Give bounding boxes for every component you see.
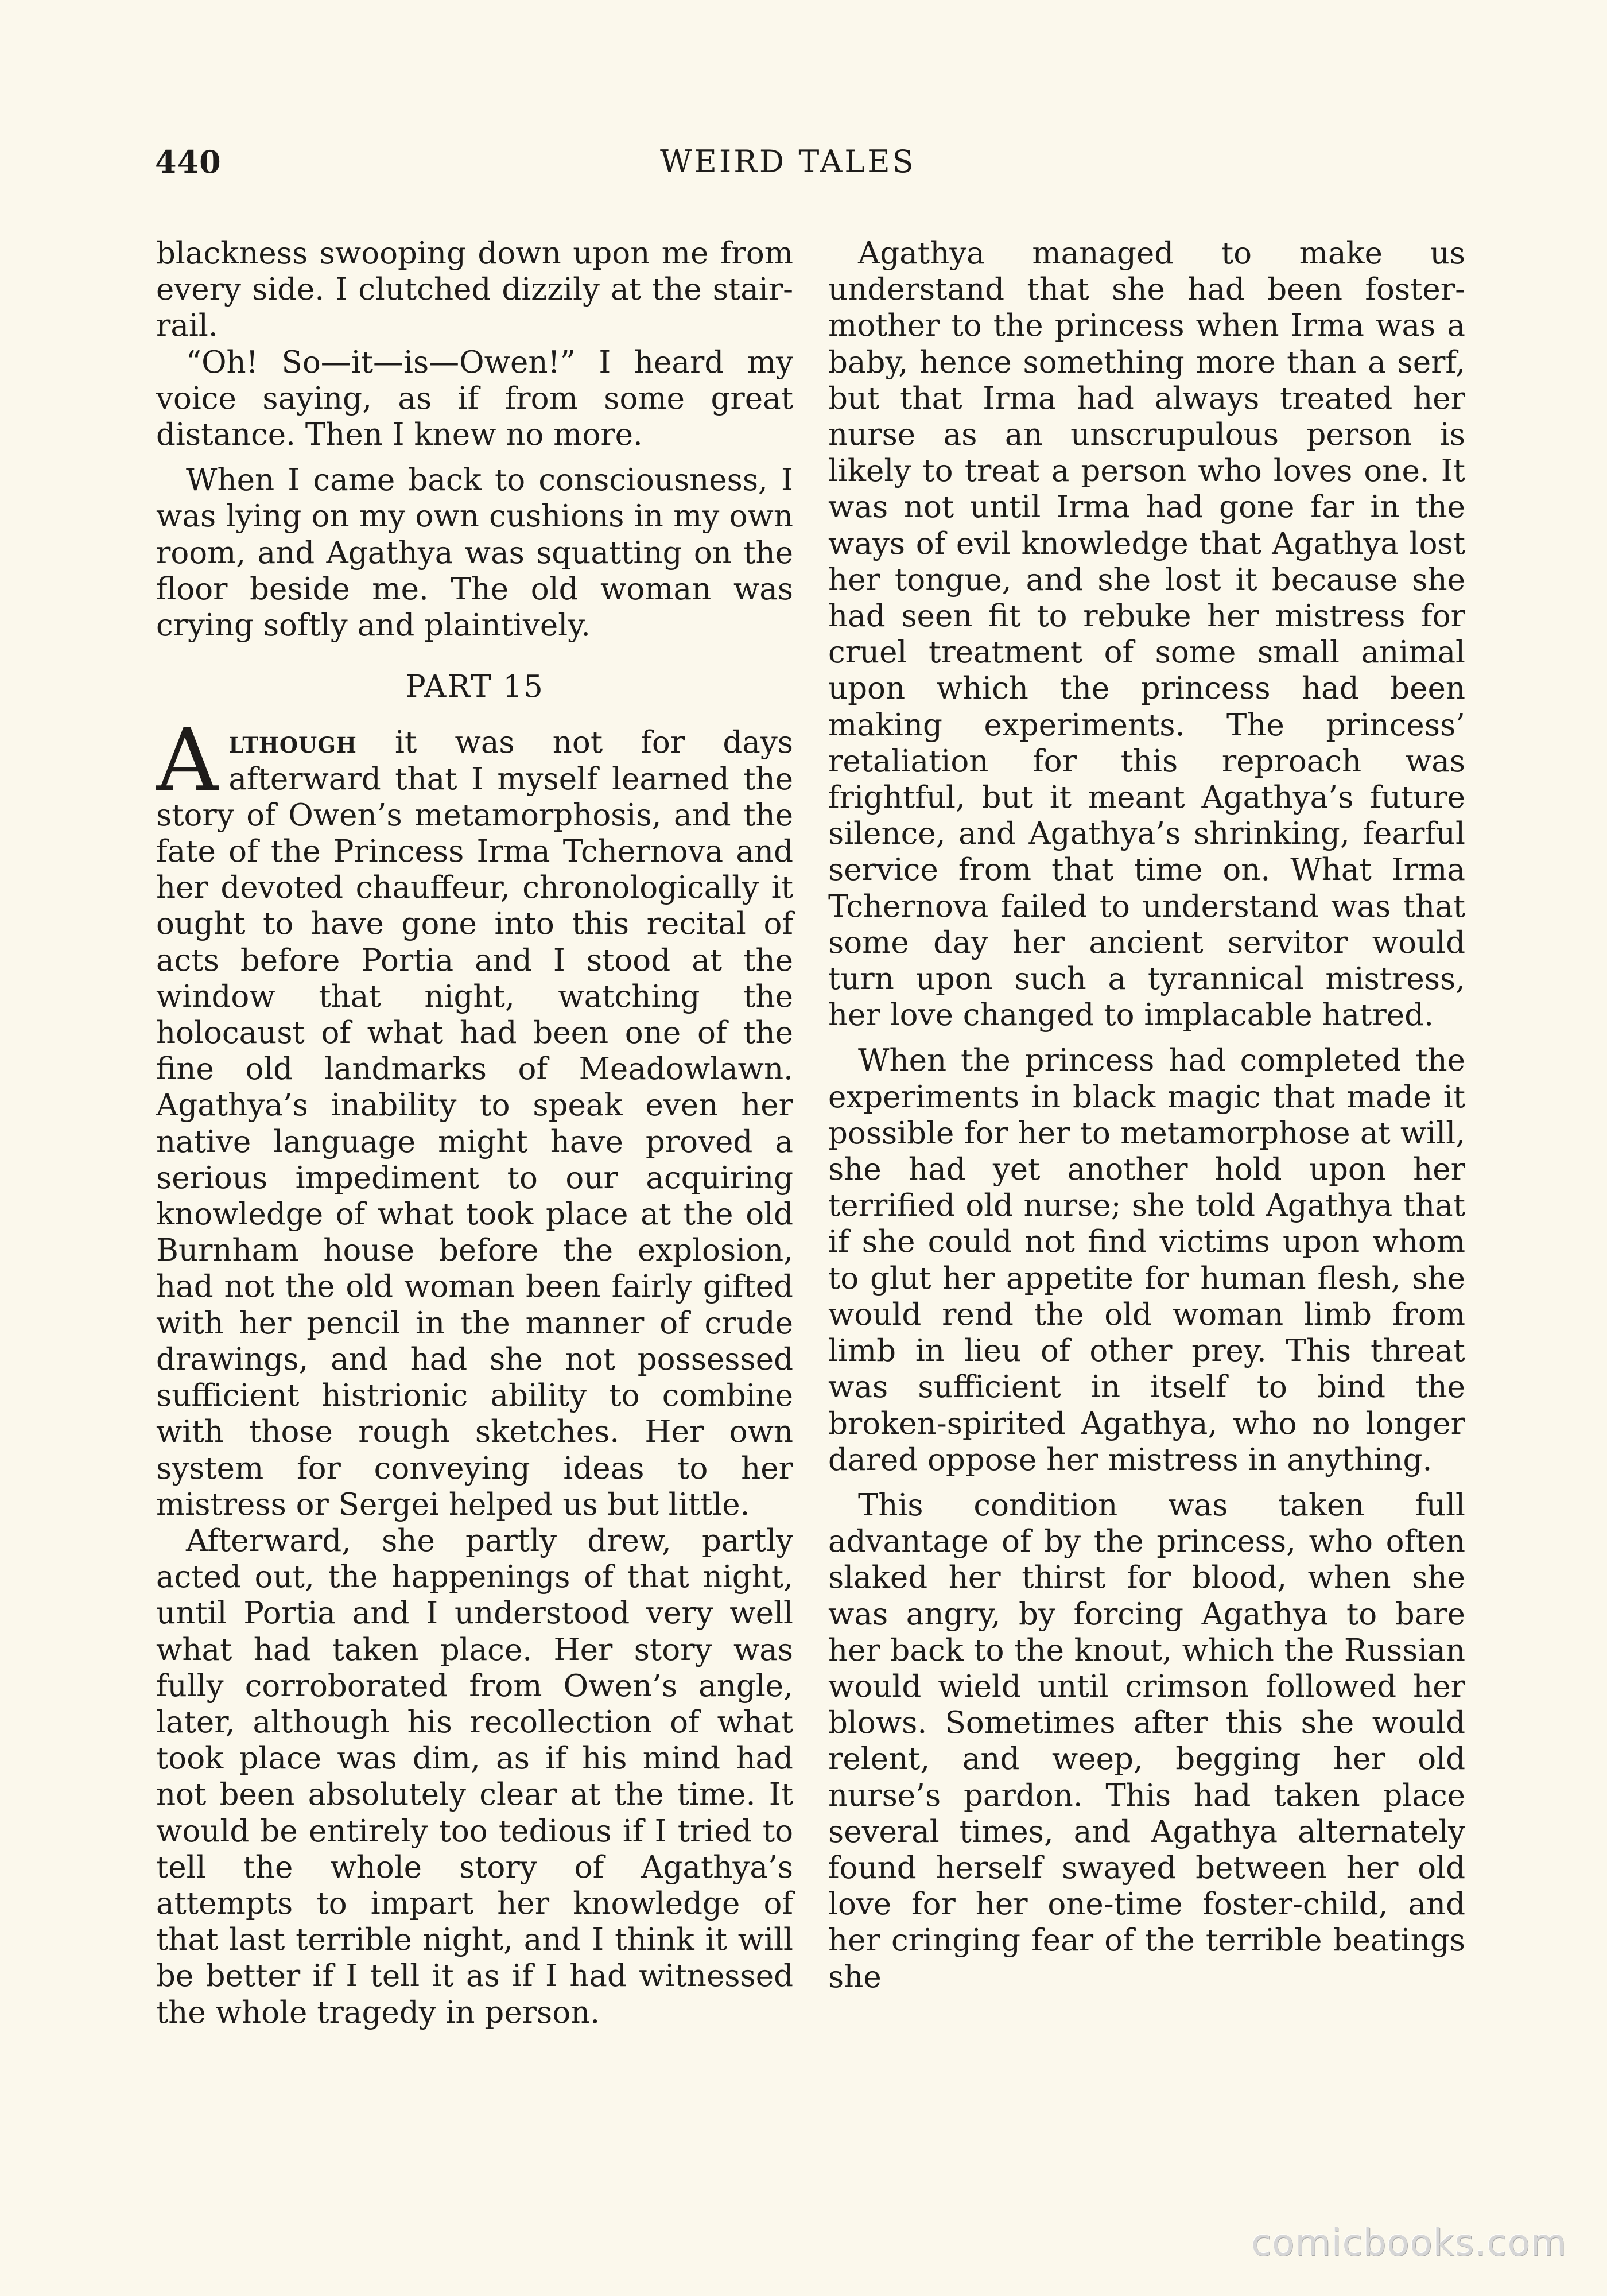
right-column bbox=[828, 235, 1465, 1995]
paragraph: When the princess had completed the experiments in black magic that made it possible for her to metamorphose at will, she had yet another hold upon her terrified old nurse; she told Agathya that if she could not find victims upon whom to glut her appetite for human flesh, she would rend the old woman limb from limb in lieu of other prey. This threat was sufficient in itself to bind the broken-spirited Agathya, who no longer dared oppose her mistress in anything. bbox=[828, 1043, 1465, 1477]
page-header bbox=[155, 144, 1475, 189]
paragraph-text: it was not for days afterward that I myself learned the story of Owen’s metamorphosis, and the fate of the Princess Irma Tchernova and her devoted chauffeur, chronologically it ought to have gone into this recital of acts before Portia and I stood at the window that night, watching the holocaust of what had been one of the fine old landmarks of Meadowlawn. Agathya’s inability to speak even her native language might have proved a serious impediment to our acquiring knowledge of what took place at the old Burnham house before the explosion, had not the old woman been fairly gifted with her pencil in the manner of crude drawings, and had she not possessed sufficient histrionic ability to combine with those rough sketches. Her own system for conveying ideas to her mistress or Sergei helped us but little. bbox=[156, 725, 793, 1522]
left-column bbox=[156, 235, 793, 2031]
site-watermark: comicbooks.com bbox=[1251, 2222, 1567, 2264]
paragraph: Agathya managed to make us understand that she had been foster-mother to the princess when Irma was a baby, hence something more than a serf, but that Irma had always treated her nurse as an unscrupulous person is likely to treat a person who loves one. It was not until Irma had gone far in the ways of evil knowledge that Agathya lost her tongue, and she lost it because she had seen fit to rebuke her mistress for cruel treatment of some small animal upon which the princess had been making experiments. The princess’ retaliation for this reproach was frightful, but it meant Agathya’s future silence, and Agathya’s shrinking, fearful service from that time on. What Irma Tchernova failed to understand was that some day her ancient servitor would turn upon such a tyrannical mistress, her love changed to implacable hatred. bbox=[828, 236, 1465, 1033]
drop-cap: A bbox=[156, 711, 219, 811]
paragraph: This condition was taken full advantage of by the princess, who often slaked her thirst for blood, when she was angry, by forcing Agathya to bare her back to the knout, which the Russian would wield until crimson followed her blows. Sometimes after this she would relent, and weep, begging her old nurse’s pardon. This had taken place several times, and Agathya alternately found herself swayed between her old love for her one-time foster-child, and her cringing fear of the terrible beatings she bbox=[828, 1487, 1465, 1995]
paragraph: When I came back to consciousness, I was lying on my own cushions in my own room, and Agathya was squatting on the floor beside me. The old woman was crying softly and plaintively. bbox=[156, 463, 793, 643]
part-heading: PART 15 bbox=[405, 669, 544, 705]
paragraph: “Oh! So—it—is—Owen!” I heard my voice saying, as if from some great distance. Then I knew no more. bbox=[156, 344, 793, 453]
paragraph bbox=[156, 711, 793, 1522]
paragraph: Afterward, she partly drew, partly acted out, the happenings of that night, until Portia and I understood very well what had taken place. Her story was fully corroborated from Owen’s angle, later, although his recollection of what took place was dim, as if his mind had not been absolutely clear at the time. It would be entirely too tedious if I tried to tell the whole story of Agathya’s attempts to impart her knowledge of that last terrible night, and I think it will be better if I tell it as if I had witnessed the whole tragedy in person. bbox=[156, 1523, 793, 2030]
page-number: 440 bbox=[155, 144, 222, 180]
small-caps-lead: lthough bbox=[228, 724, 357, 761]
running-title: WEIRD TALES bbox=[660, 144, 916, 180]
paragraph: blackness swooping down upon me from every side. I clutched dizzily at the stair-rail. bbox=[156, 236, 793, 344]
